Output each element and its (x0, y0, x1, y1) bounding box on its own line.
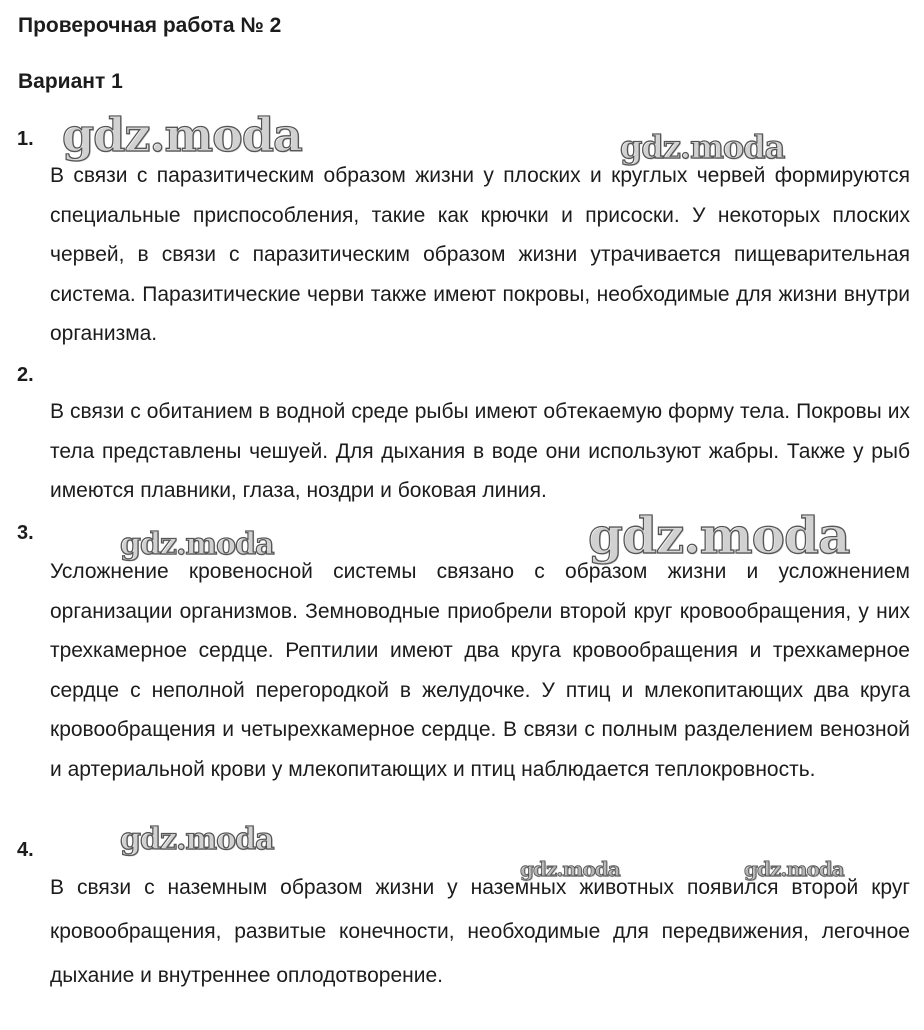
watermark-logo: gdz.moda (120, 822, 274, 857)
watermark-logo: gdz.moda (520, 857, 620, 881)
watermark-logo: gdz.moda (62, 108, 302, 162)
page-title: Проверочная работа № 2 (18, 14, 282, 37)
watermark-logo: gdz.moda (120, 527, 274, 562)
item-number-2: 2. (17, 364, 34, 386)
watermark-logo: gdz.moda (744, 857, 844, 881)
watermark-logo: gdz.moda (620, 128, 785, 166)
answer-paragraph-2: В связи с обитанием в водной среде рыбы имеют обтекаемую форму тела. Покровы их тела представлены чешуей. Для дыхания в воде они используют жабры. Также у рыб имеются плавники, глаза, ноздри и боковая линия. (50, 400, 910, 503)
answer-paragraph-3: Усложнение кровеносной системы связано с образом жизни и усложнением организации организмов. Земноводные приобрели второй круг кровообращения, у них трехкамерное сердце. Рептилии имеют два круга кровообращения и трехкамерное сердце с неполной перегородкой в желудочке. У птиц и млекопитающих два круга кровообращения и четырехкамерное сердце. В связи с полным разделением венозной и артериальной крови у млекопитающих и птиц наблюдается теплокровность. (50, 560, 910, 781)
answer-paragraph-4: В связи с наземным образом жизни у наземных животных появился второй круг кровообращения, развитые конечности, необходимые для передвижения, легочное дыхание и внутреннее оплодотворение. (50, 876, 910, 987)
answer-paragraph-1: В связи с паразитическим образом жизни у плоских и круглых червей формируются специальные приспособления, такие как крючки и присоски. У некоторых плоских червей, в связи с паразитическим образом жизни утрачивается пищеварительная система. Паразитические черви также имеют покровы, необходимые для жизни внутри организма. (50, 164, 910, 346)
variant-heading: Вариант 1 (18, 70, 123, 93)
item-number-3: 3. (17, 522, 34, 544)
item-number-4: 4. (17, 839, 34, 861)
item-number-1: 1. (17, 128, 34, 150)
watermark-logo: gdz.moda (588, 506, 850, 565)
